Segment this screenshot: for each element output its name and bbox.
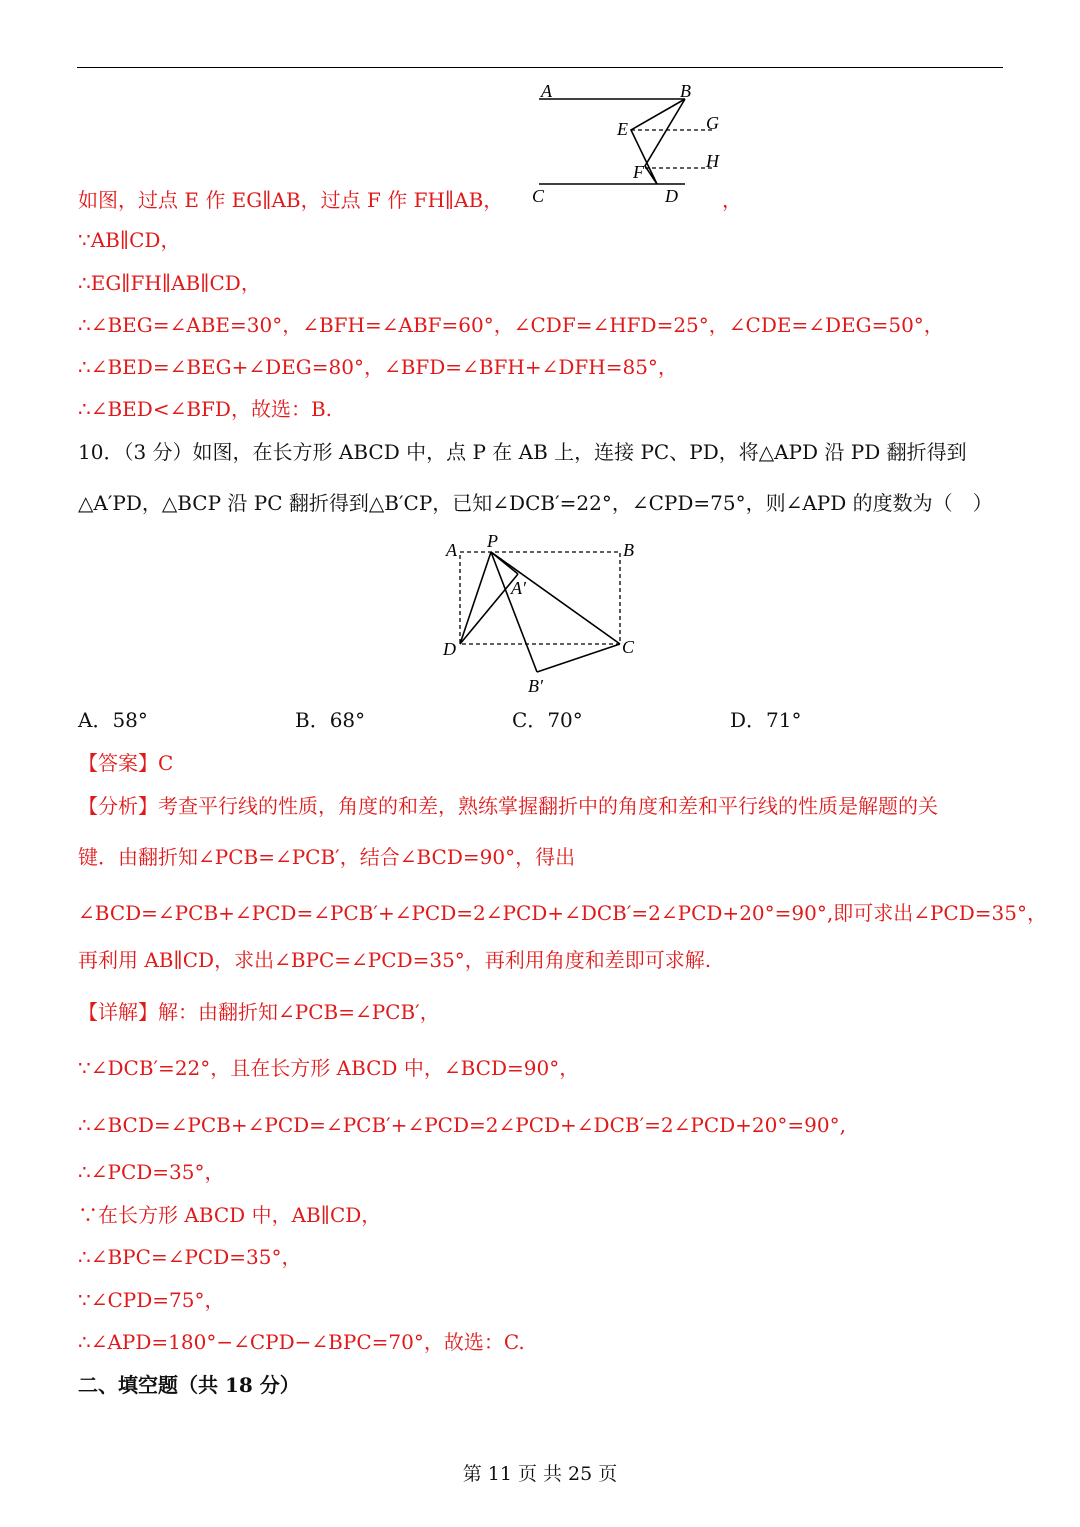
label-p: P — [487, 531, 498, 551]
figure-parallel-lines — [525, 78, 735, 210]
detail-line-3: ∴∠BCD=∠PCB+∠PCD=∠PCB′+∠PCD=2∠PCD+∠DCB′=2∠PCD+20°=90°, — [78, 1113, 846, 1137]
label-e: E — [617, 119, 628, 139]
rectangle-abcd — [460, 552, 620, 644]
prev-line-5: ∴∠BED=∠BEG+∠DEG=80°，∠BFD=∠BFH+∠DFH=85°， — [78, 355, 678, 379]
prev-line-3: ∴EG∥FH∥AB∥CD， — [78, 271, 261, 295]
segment-pc — [491, 552, 620, 644]
option-d: D．71° — [730, 708, 802, 732]
analysis-line-1: 【分析】考查平行线的性质，角度的和差，熟练掌握翻折中的角度和差和平行线的性质是解题的关 — [78, 794, 938, 818]
label-a: A — [446, 540, 457, 560]
label-c: C — [622, 637, 635, 657]
prev-line-1-tail: ， — [722, 188, 742, 212]
segment-da2 — [460, 574, 518, 644]
detail-line-5: ∵在长方形 ABCD 中，AB∥CD， — [78, 1203, 382, 1227]
option-b: B．68° — [295, 708, 366, 732]
label-a: A — [541, 81, 552, 101]
page-footer: 第 11 页 共 25 页 — [462, 1463, 618, 1485]
label-c: C — [532, 186, 545, 206]
detail-line-8: ∴∠APD=180°−∠CPD−∠BPC=70°，故选：C. — [78, 1330, 525, 1354]
label-a-prime: A′ — [511, 578, 526, 598]
q10-line-2: △A′PD，△BCP 沿 PC 翻折得到△B′CP，已知∠DCB′=22°，∠CPD=75°，则∠APD 的度数为（ ） — [78, 491, 993, 515]
label-d: D — [443, 639, 456, 659]
analysis-line-2: 键．由翻折知∠PCB=∠PCB′，结合∠BCD=90°，得出 — [78, 845, 576, 869]
q10-line-1: 10．（3 分）如图，在长方形 ABCD 中，点 P 在 AB 上，连接 PC、PD，将△APD 沿 PD 翻折得到 — [78, 440, 967, 464]
detail-line-7: ∵∠CPD=75°， — [78, 1288, 225, 1312]
label-b: B — [623, 540, 634, 560]
analysis-line-3: ∠BCD=∠PCB+∠PCD=∠PCB′+∠PCD=2∠PCD+∠DCB′=2∠PCD+20°=90°,即可求出∠PCD=35°， — [78, 901, 1047, 925]
prev-line-2: ∵AB∥CD， — [78, 228, 181, 252]
detail-line-2: ∵∠DCB′=22°，且在长方形 ABCD 中，∠BCD=90°， — [78, 1056, 580, 1080]
label-b: B — [680, 81, 691, 101]
prev-line-4: ∴∠BEG=∠ABE=30°，∠BFH=∠ABF=60°，∠CDF=∠HFD=25°，∠CDE=∠DEG=50°， — [78, 313, 944, 337]
label-f: F — [633, 162, 644, 182]
figure-rectangle-fold — [438, 530, 648, 700]
detail-line-4: ∴∠PCD=35°， — [78, 1160, 225, 1184]
analysis-line-4: 再利用 AB∥CD，求出∠BPC=∠PCD=35°，再利用角度和差即可求解. — [78, 948, 712, 972]
label-b-prime: B′ — [528, 676, 543, 696]
segment-pd — [460, 552, 491, 644]
prev-line-6: ∴∠BED<∠BFD，故选：B. — [78, 397, 332, 421]
segment-cb2 — [537, 644, 620, 672]
option-c: C．70° — [512, 708, 583, 732]
label-d: D — [665, 186, 678, 206]
label-g: G — [706, 113, 719, 133]
answer-line: 【答案】C — [78, 751, 174, 775]
option-a: A．58° — [78, 708, 148, 732]
label-h: H — [706, 151, 719, 171]
section-heading: 二、填空题（共 18 分） — [78, 1373, 300, 1397]
detail-line-1: 【详解】解：由翻折知∠PCB=∠PCB′， — [78, 1000, 440, 1024]
detail-line-6: ∴∠BPC=∠PCD=35°， — [78, 1245, 302, 1269]
header-rule — [77, 67, 1003, 68]
prev-line-1: 如图，过点 E 作 EG∥AB，过点 F 作 FH∥AB， — [78, 188, 504, 212]
